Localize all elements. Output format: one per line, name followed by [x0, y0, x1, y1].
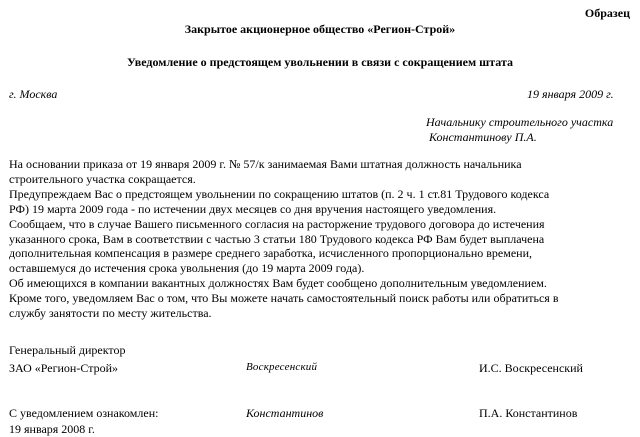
company-name: Закрытое акционерное общество «Регион-Строй»: [184, 22, 456, 36]
body-line: службу занятости по месту жительства.: [9, 306, 212, 321]
body-line: Об имеющихся в компании вакантных должностях Вам будет сообщено дополнительным уведомлением.: [9, 276, 547, 291]
sample-label: Образец: [584, 6, 630, 20]
body-line: оставшемуся до истечения срока увольнения (до 19 марта 2009 года).: [9, 261, 365, 276]
body-line: дополнительная компенсация в размере среднего заработка, исчисленного пропорционально времени,: [9, 246, 533, 261]
notice-body: [9, 157, 635, 321]
addressee-name: Константинову П.А.: [429, 130, 537, 144]
body-line: Кроме того, уведомляем Вас о том, что Вы можете начать самостоятельный поиск работы или обратиться в: [9, 291, 559, 306]
director-title: Генеральный директор: [9, 343, 126, 357]
employee-signature: Константинов: [246, 406, 324, 420]
acknowledgement-date: 19 января 2008 г.: [9, 422, 95, 436]
body-line: РФ) 19 марта 2009 года - по истечении двух месяцев со дня вручения настоящего уведомления.: [9, 201, 497, 216]
acknowledgement-label: С уведомлением ознакомлен:: [9, 406, 159, 420]
body-line: строительного участка сокращается.: [9, 171, 196, 186]
body-line: Сообщаем, что в случае Вашего письменного согласия на расторжение трудового договора до истечения: [9, 216, 545, 231]
city: г. Москва: [9, 87, 58, 101]
director-company: ЗАО «Регион-Строй»: [9, 361, 119, 375]
body-line: Предупреждаем Вас о предстоящем увольнении по сокращению штатов (п. 2 ч. 1 ст.81 Трудового кодекса: [9, 186, 550, 201]
director-name: И.С. Воскресенский: [479, 361, 583, 375]
employee-name: П.А. Константинов: [479, 406, 578, 420]
document-title: Уведомление о предстоящем увольнении в связи с сокращением штата: [126, 55, 514, 69]
document-date: 19 января 2009 г.: [527, 87, 614, 101]
body-line: указанного срока, Вам в соответствии с частью 3 статьи 180 Трудового кодекса РФ Вам будет выплачена: [9, 231, 545, 246]
body-line: На основании приказа от 19 января 2009 г. № 57/к занимаемая Вами штатная должность начальника: [9, 157, 522, 171]
director-signature: Воскресенский: [246, 361, 318, 373]
addressee-position: Начальнику строительного участка: [426, 115, 614, 129]
